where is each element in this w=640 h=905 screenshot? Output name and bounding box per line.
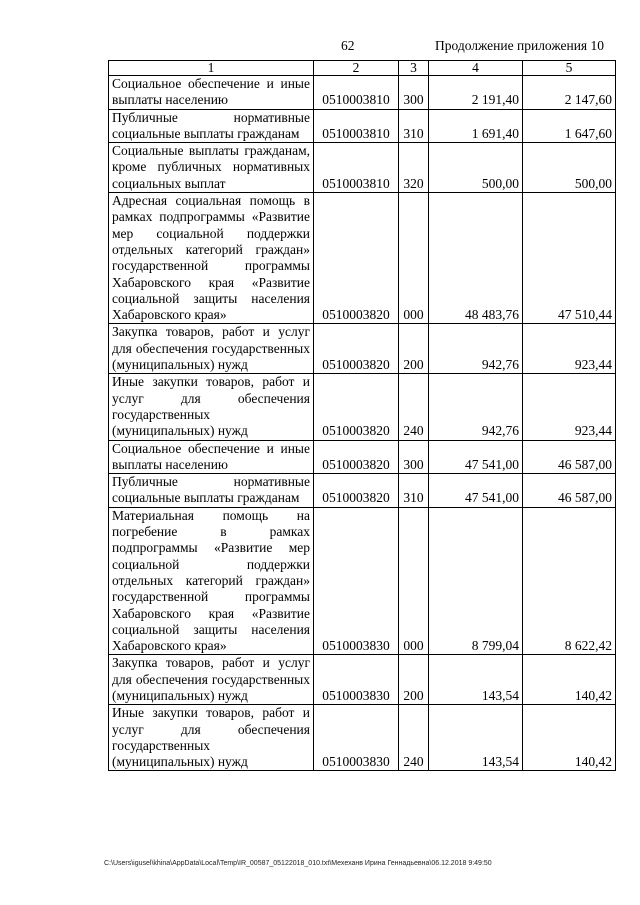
row-kvr-cell: 300 — [399, 76, 429, 110]
row-name-cell: Социальные выплаты гражданам, кроме публичных нормативных социальных выплат — [109, 143, 314, 193]
row-name-cell: Публичные нормативные социальные выплаты гражданам — [109, 109, 314, 143]
column-header-code: 2 — [314, 61, 399, 76]
row-code-cell: 0510003820 — [314, 193, 399, 324]
row-code-cell: 0510003830 — [314, 705, 399, 771]
row-sum2-cell: 8 622,42 — [523, 507, 616, 655]
row-kvr-cell: 310 — [399, 109, 429, 143]
table-row — [109, 76, 616, 110]
row-sum1-cell: 47 541,00 — [429, 440, 523, 474]
row-sum1-cell: 143,54 — [429, 655, 523, 705]
row-code-cell: 0510003810 — [314, 109, 399, 143]
footer-file-path: C:\Users\igusel\khina\AppData\Local\Temp\IR_00587_05122018_010.txt\Мехеханв Ирина Геннадьевна\06.12.2018 9:49:50 — [104, 860, 492, 867]
row-sum2-cell: 140,42 — [523, 705, 616, 771]
row-kvr-cell: 300 — [399, 440, 429, 474]
row-name-cell: Социальное обеспечение и иные выплаты населению — [109, 76, 314, 110]
row-name-cell: Публичные нормативные социальные выплаты гражданам — [109, 474, 314, 508]
table-row — [109, 143, 616, 193]
column-header-name: 1 — [109, 61, 314, 76]
table-row — [109, 705, 616, 771]
row-code-cell: 0510003830 — [314, 507, 399, 655]
table-row — [109, 324, 616, 374]
row-code-cell: 0510003810 — [314, 143, 399, 193]
row-sum1-cell: 1 691,40 — [429, 109, 523, 143]
row-sum2-cell: 47 510,44 — [523, 193, 616, 324]
row-sum2-cell: 1 647,60 — [523, 109, 616, 143]
row-sum2-cell: 140,42 — [523, 655, 616, 705]
row-sum1-cell: 2 191,40 — [429, 76, 523, 110]
row-kvr-cell: 240 — [399, 705, 429, 771]
table-row — [109, 474, 616, 508]
row-sum2-cell: 46 587,00 — [523, 474, 616, 508]
row-kvr-cell: 310 — [399, 474, 429, 508]
table-row — [109, 374, 616, 440]
table-row — [109, 109, 616, 143]
table-row — [109, 440, 616, 474]
page-number: 62 — [341, 38, 355, 53]
row-kvr-cell: 320 — [399, 143, 429, 193]
row-name-cell: Иные закупки товаров, работ и услуг для обеспечения государственных (муниципальных) нужд — [109, 705, 314, 771]
row-code-cell: 0510003820 — [314, 474, 399, 508]
row-kvr-cell: 200 — [399, 655, 429, 705]
row-code-cell: 0510003810 — [314, 76, 399, 110]
row-name-cell: Иные закупки товаров, работ и услуг для обеспечения государственных (муниципальных) нужд — [109, 374, 314, 440]
row-sum1-cell: 47 541,00 — [429, 474, 523, 508]
row-sum2-cell: 500,00 — [523, 143, 616, 193]
row-name-cell: Адресная социальная помощь в рамках подпрограммы «Развитие мер социальной поддержки отдельных категорий граждан» государственной программы Хабаровского края «Развитие социальной защиты населения Хабаровского края» — [109, 193, 314, 324]
table-row — [109, 507, 616, 655]
column-header-sum2: 5 — [523, 61, 616, 76]
row-kvr-cell: 000 — [399, 193, 429, 324]
row-sum2-cell: 923,44 — [523, 374, 616, 440]
row-code-cell: 0510003820 — [314, 324, 399, 374]
row-name-cell: Закупка товаров, работ и услуг для обеспечения государственных (муниципальных) нужд — [109, 655, 314, 705]
row-sum2-cell: 2 147,60 — [523, 76, 616, 110]
row-sum2-cell: 46 587,00 — [523, 440, 616, 474]
row-sum1-cell: 8 799,04 — [429, 507, 523, 655]
table-row — [109, 655, 616, 705]
row-sum2-cell: 923,44 — [523, 324, 616, 374]
column-header-kvr: 3 — [399, 61, 429, 76]
row-sum1-cell: 48 483,76 — [429, 193, 523, 324]
table-row — [109, 193, 616, 324]
row-sum1-cell: 942,76 — [429, 374, 523, 440]
row-sum1-cell: 942,76 — [429, 324, 523, 374]
row-code-cell: 0510003820 — [314, 440, 399, 474]
row-name-cell: Закупка товаров, работ и услуг для обеспечения государственных (муниципальных) нужд — [109, 324, 314, 374]
row-sum1-cell: 500,00 — [429, 143, 523, 193]
column-header-sum1: 4 — [429, 61, 523, 76]
row-sum1-cell: 143,54 — [429, 705, 523, 771]
row-code-cell: 0510003820 — [314, 374, 399, 440]
row-kvr-cell: 000 — [399, 507, 429, 655]
appendix-title: Продолжение приложения 10 — [435, 38, 605, 53]
row-code-cell: 0510003830 — [314, 655, 399, 705]
row-name-cell: Социальное обеспечение и иные выплаты населению — [109, 440, 314, 474]
row-kvr-cell: 240 — [399, 374, 429, 440]
row-kvr-cell: 200 — [399, 324, 429, 374]
row-name-cell: Материальная помощь на погребение в рамках подпрограммы «Развитие мер социальной поддержки отдельных категорий граждан» государственной программы Хабаровского края «Развитие социальной защиты населения Хабаровского края» — [109, 507, 314, 655]
budget-table — [108, 60, 616, 771]
table-header-row — [109, 61, 616, 76]
